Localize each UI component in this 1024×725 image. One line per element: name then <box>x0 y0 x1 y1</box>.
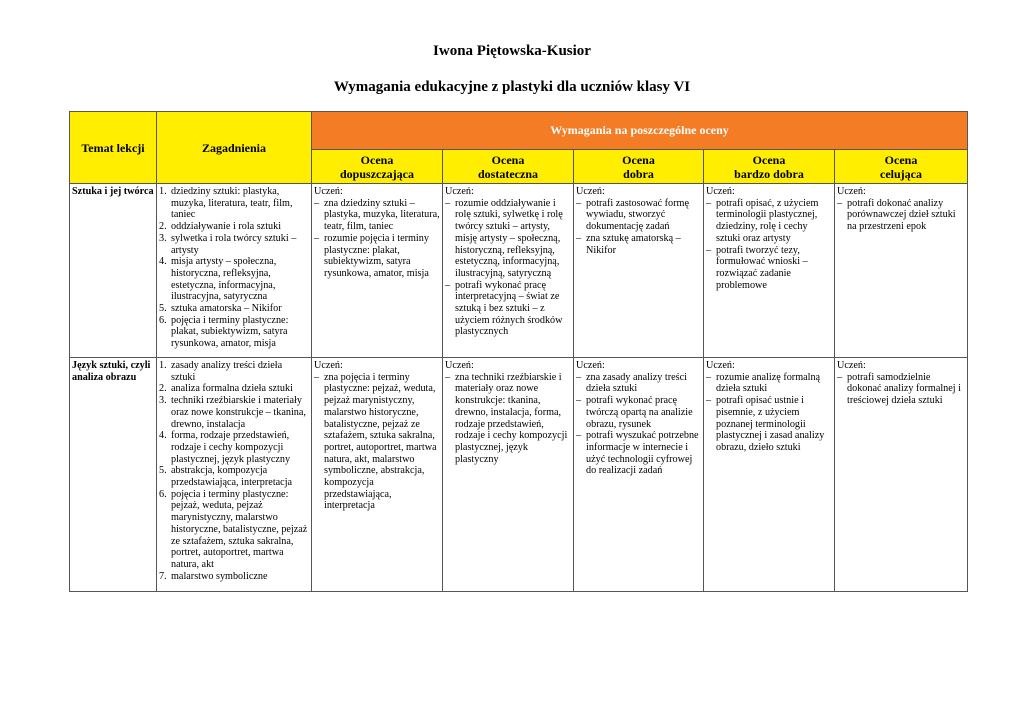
topic-cell: Sztuka i jej twórca <box>70 184 157 358</box>
requirement-item: – potrafi opisać ustnie i pisemnie, z użyciem poznanej terminologii plastycznej i zasad analizy obrazu, dzieło sztuki <box>706 395 832 454</box>
requirement-item: – zna techniki rzeźbiarskie i materiały oraz nowe konstrukcje: tkanina, drewno, instalacja, forma, rodzaje przedstawień, rodzaje i cechy kompozycji plastycznej, język plastyczny <box>445 372 571 466</box>
issue-item: 2. analiza formalna dzieła sztuki <box>159 383 293 395</box>
requirements-table <box>69 111 968 592</box>
requirement-item: – potrafi dokonać analizy porównawczej dzieł sztuki na przestrzeni epok <box>837 198 965 233</box>
requirement-item: – potrafi zastosować formę wywiadu, stworzyć dokumentację zadań <box>576 198 701 233</box>
issues-cell <box>157 358 312 592</box>
requirement-item: – zna pojęcia i terminy plastyczne: pejzaż, weduta, pejzaż marynistyczny, malarstwo historyczne, batalistyczne, pejzaż ze sztafażem, sztuka sakralna, portret, autoportret, martwa natura, akt, malarstwo symboliczne, abstrakcja, kompozycja przedstawiająca, interpretacja <box>314 372 440 512</box>
topic-cell: Język sztuki, czyli analiza obrazu <box>70 358 157 592</box>
grade-cell-dopuszczajaca: Uczeń: – zna pojęcia i terminy plastyczne: pejzaż, weduta, pejzaż marynistyczny, malarstwo historyczne, batalistyczne, pejzaż ze sztafażem, sztuka sakralna, portret, autoportret, martwa natura, akt, malarstwo symboliczne, abstrakcja, kompozycja przedstawiająca, interpretacja <box>312 358 443 592</box>
requirement-item: – potrafi wykonać pracę twórczą opartą na analizie obrazu, rysunek <box>576 395 701 430</box>
issue-item: 1. zasady analizy treści dzieła sztuki <box>159 360 283 383</box>
grade-cell-dostateczna: Uczeń: – rozumie oddziaływanie i rolę sztuki, sylwetkę i rolę twórcy sztuki – artysty, misję artysty – społeczną, historyczną, refleksyjną, estetyczną, informacyjną, ilustracyjną, satyryczną – potrafi wykonać pracę interpretacyjną – świat ze sztuką i bez sztuki – z użyciem różnych środków plastycznych <box>443 184 574 358</box>
grade-cell-dostateczna: Uczeń: – zna techniki rzeźbiarskie i materiały oraz nowe konstrukcje: tkanina, drewno, instalacja, forma, rodzaje przedstawień, rodzaje i cechy kompozycji plastycznej, język plastyczny <box>443 358 574 592</box>
requirement-item: – zna dziedziny sztuki – plastyka, muzyka, literatura, teatr, film, taniec <box>314 198 440 233</box>
header-topic: Temat lekcji <box>70 112 157 184</box>
requirement-item: – zna zasady analizy treści dzieła sztuki <box>576 372 701 395</box>
issue-item: 7. malarstwo symboliczne <box>159 570 268 582</box>
issue-item: 4. misja artysty – społeczna, historyczna, refleksyjna, estetyczna, informacyjna, ilustracyjna, satyryczna <box>159 256 277 303</box>
issue-item: 5. abstrakcja, kompozycja przedstawiająca, interpretacja <box>159 465 293 489</box>
requirement-item: – potrafi wyszukać potrzebne informacje w internecie i użyć technologii cyfrowej do realizacji zadań <box>576 430 701 477</box>
requirement-item: – potrafi tworzyć tezy, formułować wnioski – rozwiązać zadanie problemowe <box>706 245 832 292</box>
grade-cell-dobra: Uczeń: – potrafi zastosować formę wywiadu, stworzyć dokumentację zadań – zna sztukę amatorską – Nikifor <box>574 184 704 358</box>
header-grade-dostateczna: Ocena dostateczna <box>443 150 574 184</box>
requirement-item: – rozumie pojęcia i terminy plastyczne: plakat, subiektywizm, satyra rysunkowa, amator, misja <box>314 233 440 280</box>
issue-item: 5. sztuka amatorska – Nikifor <box>159 303 282 315</box>
header-issues: Zagadnienia <box>157 112 312 184</box>
issues-cell <box>157 184 312 358</box>
issue-item: 3. sylwetka i rola twórcy sztuki – artysty <box>159 232 297 256</box>
issue-item: 3. techniki rzeźbiarskie i materiały oraz nowe konstrukcje – tkanina, drewno, instalacja <box>159 395 306 430</box>
issue-item: 6. pojęcia i terminy plastyczne: plakat, subiektywizm, satyra rysunkowa, amator, misja <box>159 314 289 350</box>
header-grade-bardzo-dobra: Ocena bardzo dobra <box>704 150 835 184</box>
requirement-item: – potrafi wykonać pracę interpretacyjną – świat ze sztuką i bez sztuki – z użyciem różnych środków plastycznych <box>445 280 571 339</box>
grade-cell-celujaca: Uczeń: – potrafi samodzielnie dokonać analizy formalnej i treściowej dzieła sztuki <box>835 358 968 592</box>
issue-item: 2. oddziaływanie i rola sztuki <box>159 221 282 233</box>
table-row <box>70 358 968 592</box>
issue-item: 6. pojęcia i terminy plastyczne: pejzaż, weduta, pejzaż marynistyczny, malarstwo historyczne, batalistyczne, pejzaż ze sztafażem, sztuka sakralna, portret, autoportret, martwa natura, akt <box>159 488 308 570</box>
requirement-item: – potrafi samodzielnie dokonać analizy formalnej i treściowej dzieła sztuki <box>837 372 965 407</box>
issue-item: 1. dziedziny sztuki: plastyka, muzyka, literatura, teatr, film, taniec <box>159 186 293 221</box>
requirement-item: – rozumie analizę formalną dzieła sztuki <box>706 372 832 395</box>
header-grade-celujaca: Ocena celująca <box>835 150 968 184</box>
grade-cell-dobra: Uczeń: – zna zasady analizy treści dzieła sztuki – potrafi wykonać pracę twórczą opartą na analizie obrazu, rysunek – potrafi wyszukać potrzebne informacje w internecie i użyć technologii cyfrowej do realizacji zadań <box>574 358 704 592</box>
grade-cell-dopuszczajaca: Uczeń: – zna dziedziny sztuki – plastyka, muzyka, literatura, teatr, film, taniec – rozumie pojęcia i terminy plastyczne: plakat, subiektywizm, satyra rysunkowa, amator, misja <box>312 184 443 358</box>
table-row <box>70 184 968 358</box>
header-grade-dobra: Ocena dobra <box>574 150 704 184</box>
requirement-item: – zna sztukę amatorską – Nikifor <box>576 233 701 256</box>
grade-cell-bardzo-dobra: Uczeń: – rozumie analizę formalną dzieła sztuki – potrafi opisać ustnie i pisemnie, z użyciem poznanej terminologii plastycznej i zasad analizy obrazu, dzieło sztuki <box>704 358 835 592</box>
document-title: Wymagania edukacyjne z plastyki dla uczniów klasy VI <box>333 79 691 95</box>
header-requirements: Wymagania na poszczególne oceny <box>312 112 968 150</box>
grade-cell-celujaca: Uczeń: – potrafi dokonać analizy porównawczej dzieł sztuki na przestrzeni epok <box>835 184 968 358</box>
document-author: Iwona Piętowska-Kusior <box>433 43 591 59</box>
grade-cell-bardzo-dobra: Uczeń: – potrafi opisać, z użyciem terminologii plastycznej, dziedziny, rolę i cechy sztuki oraz artysty – potrafi tworzyć tezy, formułować wnioski – rozwiązać zadanie problemowe <box>704 184 835 358</box>
requirement-item: – rozumie oddziaływanie i rolę sztuki, sylwetkę i rolę twórcy sztuki – artysty, misję artysty – społeczną, historyczną, refleksyjną, estetyczną, informacyjną, ilustracyjną, satyryczną <box>445 198 571 280</box>
header-grade-dopuszczajaca: Ocena dopuszczająca <box>312 150 443 184</box>
issue-item: 4. forma, rodzaje przedstawień, rodzaje i cechy kompozycji plastycznej, język plastyczny <box>159 430 291 465</box>
requirement-item: – potrafi opisać, z użyciem terminologii plastycznej, dziedziny, rolę i cechy sztuki oraz artysty <box>706 198 832 245</box>
